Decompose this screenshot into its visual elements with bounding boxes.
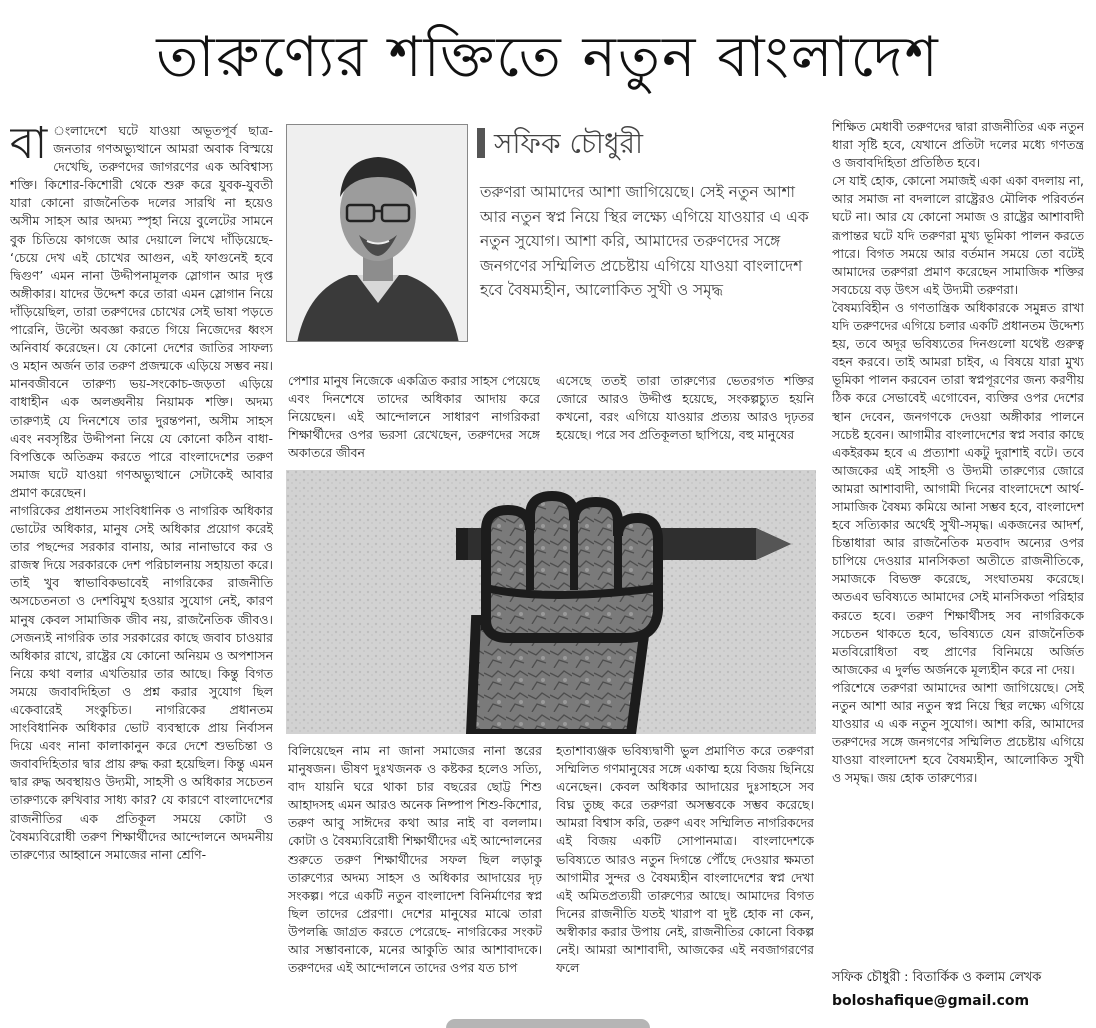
author-email: boloshafique@gmail.com (832, 993, 1030, 1009)
headline: তারুণ্যের শক্তিতে নতুন বাংলাদেশ (156, 25, 940, 90)
paragraph: শিক্ষিত মেধাবী তরুণদের দ্বারা রাজনীতির এক নতুন ধারা সৃষ্টি হবে, যেখানে প্রতিটা দলের মধ্যে গণতন্ত্র ও জবাবদিহিতা প্রতিষ্ঠিত হবে। (832, 119, 1084, 171)
author-portrait-icon (287, 125, 468, 342)
byline: সফিক চৌধুরী (494, 127, 644, 160)
paragraph: সে যাই হোক, কোনো সমাজই একা একা বদলায় না, আর সমাজ না বদলালে রাষ্ট্রেরও মৌলিক পরিবর্তন ঘটে না। আর যে কোনো সমাজ ও রাষ্ট্রের আশাবাদী রূপান্তর ঘটে যদি তরুণরা মুখ্য ভূমিকা পালন করতে পারে। বিগত সময়ে আর বর্তমান সময়ে তো বটেই আমাদের তরুণরা প্রমাণ করেছেন সামাজিক শক্তির সবচেয়ে বড় উৎস এই উদ্যমী তরুণরা। (832, 173, 1084, 297)
lead-paragraph (10, 122, 273, 502)
footer-tab (446, 1019, 650, 1028)
paragraph: নাগরিকের প্রধানতম সাংবিধানিক ও নাগরিক অধিকার ভোটের অধিকার, মানুষ সেই অধিকার প্রয়োগ করেই তার পছন্দের সরকার বানায়, আর নানাভাবে কর ও রাজস্ব দিয়ে সরকারকে দেশ পরিচালনায় সহায়তা করে। তাই খুব স্বাভাবিকভাবেই নাগরিকের রাজনীতি অসচেতনতা ও দেশবিমুখ হওয়ার সুযোগ নেই, কারণ মানুষ কেবল সামাজিক জীব নয়, রাজনৈতিক জীবও। সেজন্যই নাগরিক তার সরকারের কাছে জবাব চাওয়ার অধিকার রাখে, রাষ্ট্রের যে কোনো অনিয়ম ও অপশাসন নিয়ে কথা বলার এখতিয়ার তার আছে। কিন্তু বিগত সময়ে জবাবদিহিতা ও প্রশ্ন করার সুযোগ ছিল একেবারেই সংকুচিত। নাগরিকের প্রধানতম সাংবিধানিক অধিকার ভোট ব্যবস্থাকে প্রায় নির্বাসন দিয়ে এবং নানা কালাকানুন করে দেশে শুভচিন্তা ও জবাবদিহিতার দ্বার প্রায় রুদ্ধ করা হয়েছিল। কিন্তু এমন দ্বার রুদ্ধ অবস্থায়ও উদ্যমী, সাহসী ও অধিকার সচেতন তারুণ্যকে রুখিবার সাধ্য কার? যে কারণে বাংলাদেশের রাজনীতির এক প্রতিকূল সময়ে কোটা ও বৈষম্যবিরোধী তরুণ শিক্ষার্থীদের আন্দোলনে অদমনীয় তারুণ্যের আহ্বানে সমাজের নানা শ্রেণি- (10, 502, 273, 862)
byline-bar (477, 128, 485, 158)
paragraph: পরিশেষে তরুণরা আমাদের আশা জাগিয়েছে। সেই নতুন আশা আর নতুন স্বপ্ন নিয়ে স্থির লক্ষ্যে এগিয়ে যাওয়ার এ এক নতুন সুযোগ। আশা করি, আমাদের তরুণদের সঙ্গে জনগণের সম্মিলিত প্রচেষ্টায় এগিয়ে যাওয়া বাংলাদেশ হবে বৈষম্যহীন, আলোকিত সুখী ও সমৃদ্ধ। জয় হোক তারুণ্যের। (832, 679, 1084, 786)
article-column-4 (832, 118, 1084, 1025)
article-column-3-bottom: হতাশাব্যঞ্জক ভবিষ্যদ্বাণী ভুল প্রমাণিত করে তরুণরা সম্মিলিত গণমানুষের সঙ্গে একাত্ম হয়ে বিজয় ছিনিয়ে এনেছেন। কেবল অধিকার আদায়ের দুঃসাহসে সব বিঘ্ন তুচ্ছ করে তরুণরা অসম্ভবকে সম্ভব করেছে। আমরা বিশ্বাস করি, তরুণ এবং সম্মিলিত নাগরিকদের এই বিজয় একটি সোপানমাত্র। বাংলাদেশকে ভবিষ্যতে আরও নতুন দিগন্তে পৌঁছে দেওয়ার ক্ষমতা আগামীর সুন্দর ও বৈষম্যহীন বাংলাদেশের স্বপ্ন দেখা এই অমিতপ্রত্যয়ী তারুণ্যের আছে। আমাদের বিগত দিনের রাজনীতি যতই খারাপ বা দুষ্ট হোক না কেন, অস্বীকার করার উপায় নেই, রাজনীতির কোনো বিকল্প নেই। আমরা আশাবাদী, আজকের এই নবজাগরণের ফলে (556, 743, 814, 976)
article-column-2-bottom: বিলিয়েছেন নাম না জানা সমাজের নানা স্তরের মানুষজন। ভীষণ দুঃখজনক ও কষ্টকর হলেও সত্যি, বাদ যায়নি ঘরে থাকা চার বছরের ছোট্ট শিশু আহাদসহ এমন আরও অনেক নিষ্পাপ শিশু-কিশোর, তরুণ আবু সাঈদের কথা আর নাই বা বললাম। কোটা ও বৈষম্যবিরোধী শিক্ষার্থীদের এই আন্দোলনের শুরুতে তরুণ শিক্ষার্থীদের সফল ছিল লড়াকু তারুণ্যের অদম্য সাহস ও অধিকার আদায়ের দৃঢ় সংকল্প। পরে একটি নতুন বাংলাদেশ বিনির্মাণের স্বপ্ন ছিল তাদের প্রেরণা। দেশের মানুষের মাঝে তারা উপলব্ধি জাগ্রত করতে পেরেছে- নাগরিকের সংকট আর সম্ভাবনাকে, মনের আকুতি আর আশাবাদকে। তরুণদের এই আন্দোলনে তাদের ওপর যত চাপ (288, 743, 542, 976)
drop-cap: বা (10, 122, 48, 169)
article-column-3-top: এসেছে ততই তারা তারুণ্যের ভেতরগত শক্তির জোরে আরও উদ্দীপ্ত হয়েছে, সংকল্পচ্যুত হয়নি কখনো, বরং এগিয়ে যাওয়ার প্রত্যয় আরও দৃঢ়তর হয়েছে। পরে সব প্রতিকূলতা ছাপিয়ে, বহু মানুষের (556, 373, 814, 443)
deck-summary: তরুণরা আমাদের আশা জাগিয়েছে। সেই নতুন আশা আর নতুন স্বপ্ন নিয়ে স্থির লক্ষ্যে এগিয়ে যাওয়ার এ এক নতুন সুযোগ। আশা করি, আমাদের তরুণদের সঙ্গে জনগণের সম্মিলিত প্রচেষ্টায় এগিয়ে যাওয়া বাংলাদেশ হবে বৈষম্যহীন, আলোকিত সুখী ও সমৃদ্ধ (480, 183, 809, 299)
paragraph: বৈষম্যবিহীন ও গণতান্ত্রিক অধিকারকে সমুন্নত রাখা যদি তরুণদের এগিয়ে চলার একটি প্রধানতম উদ্দেশ্য হয়, তবে অদূর ভবিষ্যতের দিনগুলো যথেষ্ট গুরুত্ব বহন করবে। তাই আমরা চাইব, এ বিষয়ে যারা মুখ্য ভূমিকা পালন করবেন তারা স্বপ্নপূরণের জন্য করণীয় ঠিক করে সেভাবেই এগোবেন, ব্যক্তির ওপর দেশের স্থান দেবেন, জনগণকে দেওয়া অঙ্গীকার পালনে সচেষ্ট হবেন। আগামীর বাংলাদেশের স্বপ্ন সবার কাছে একইরকম হবে এ প্রত্যাশা একটু দুরাশাই বটে। তবে আজকের এই সাহসী ও উদ্যমী তারুণ্যের জোরে আমরা আশাবাদী, আগামী দিনের বাংলাদেশে আর্থ-সামাজিক বৈষম্য কমিয়ে আনা সম্ভব হবে, বাংলাদেশ হবে সত্যিকার অর্থেই সুখী-সমৃদ্ধ। একজনের আদর্শ, চিন্তাধারা আর রাজনৈতিক মতবাদ অন্যের ওপর চাপিয়ে দেওয়ার মানসিকতা অতীতে রাজনীতিকে, সমাজকে বিভক্ত করেছে, সংঘাতময় করেছে। অতএব ভবিষ্যতে আমাদের সেই মানসিকতা পরিহার করতে হবে। তরুণ শিক্ষার্থীসহ সব নাগরিককে সচেতন থাকতে হবে, ভবিষ্যতে যেন রাজনৈতিক মতবিরোধিতা বহু প্রাণের বিনিময়ে অর্জিত আজকের এ দুর্লভ অর্জনকে মূল্যহীন করে না দেয়। (832, 299, 1084, 677)
article-column-2-top: পেশার মানুষ নিজেকে একত্রিত করার সাহস পেয়েছে এবং দিনশেষে তাদের অধিকার আদায় করে নিয়েছেন। এই আন্দোলনে সাধারণ নাগরিকরা শিক্ষার্থীদের ওপর ভরসা রেখেছেন, তরুণদের সঙ্গে অকাতরে জীবন (288, 373, 540, 461)
raised-fist-holding-pencil-icon (286, 470, 816, 734)
author-photo (286, 124, 468, 342)
illustration (286, 470, 816, 734)
lead-text: ংলাদেশে ঘটে যাওয়া অভূতপূর্ব ছাত্র-জনতার গণঅভ্যুত্থানে আমরা অবাক বিস্ময়ে দেখেছি, তরুণদের জাগরণের এক অবিশ্বাস্য শক্তি। কিশোর-কিশোরী থেকে শুরু করে যুবক-যুবতী যারা কোনো রাজনৈতিক দলের সারথি না হয়েও অসীম সাহস আর অদম্য স্পৃহা নিয়ে বুলেটের সামনে বুক চিতিয়ে কাগজে আর দেয়ালে লিখে দাঁড়িয়েছে- ‘চেয়ে দেখ এই চোখের আগুন, এই ফাগুনেই হবে দ্বিগুণ’ এমন নানা উদ্দীপনামূলক স্লোগান আর দৃপ্ত অঙ্গীকার। যাদের উদ্দেশ করে তারা এমন স্লোগান নিয়ে দাঁড়িয়েছিল, তারা তরুণদের চোখের সেই ভাষা পড়তে পারেনি, উল্টো অবজ্ঞা করতে গিয়ে নিজেদের ধ্বংস অনিবার্য করেছেন। যে কোনো দেশের জাতির সাফল্য ও মহান অর্জন তার তরুণ প্রজন্মকে এড়িয়ে সম্ভব নয়। মানবজীবনে তারুণ্য ভয়-সংকোচ-জড়তা এড়িয়ে বাধাহীন এক অলঙ্ঘনীয় নিয়ামক শক্তি। অদম্য তারুণ্যই যে দিনশেষে তার দুরন্তপনা, অসীম সাহস এবং নবসৃষ্টির উদ্দীপনা নিয়ে যে কোনো কঠিন বাধা-বিপত্তিকে অতিক্রম করতে পারে বাংলাদেশের তরুণ সমাজ ঘটে যাওয়া গণঅভ্যুত্থানে সেটাকেই আবার প্রমাণ করেছেন। (10, 123, 273, 500)
article-column-1 (10, 122, 273, 1025)
author-note: সফিক চৌধুরী : বিতার্কিক ও কলাম লেখক (832, 970, 1042, 985)
